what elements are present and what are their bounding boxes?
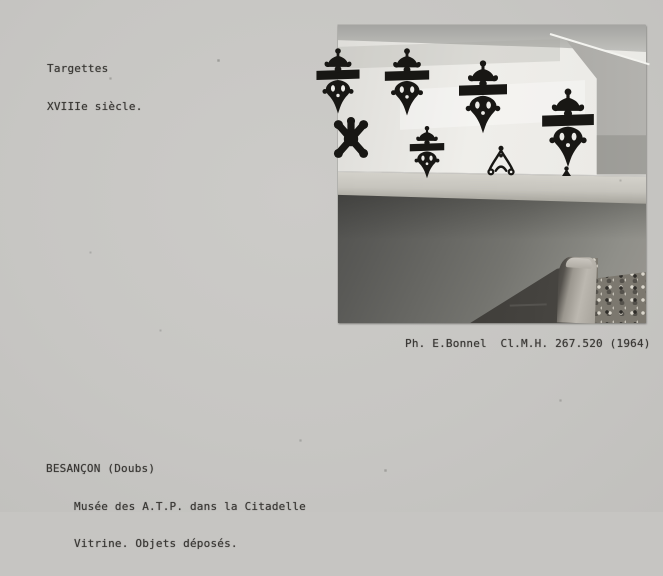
targette-partial-left bbox=[316, 47, 360, 117]
ground-box bbox=[510, 303, 548, 322]
object-period: XVIIIe siècle. bbox=[47, 99, 143, 113]
location-museum: Musée des A.T.P. dans la Citadelle bbox=[74, 499, 306, 513]
targette-tip bbox=[561, 166, 572, 176]
targette-ornate-1 bbox=[376, 47, 438, 119]
targette-ornate-3 bbox=[537, 87, 599, 171]
targette-ornate-2 bbox=[455, 59, 511, 137]
gravel-ground bbox=[590, 272, 646, 323]
location-city: BESANÇON (Doubs) bbox=[46, 462, 156, 475]
surface-shade-band bbox=[338, 39, 560, 69]
vitrine-photograph bbox=[338, 25, 646, 323]
targette-cross bbox=[326, 112, 376, 166]
photo-credit: Ph. E.Bonnel Cl.M.H. 267.520 (1964) bbox=[405, 337, 651, 350]
location-detail: Vitrine. Objets déposés. bbox=[74, 537, 238, 550]
object-title-block bbox=[47, 38, 143, 138]
targette-openwork bbox=[486, 144, 516, 178]
location-block bbox=[46, 438, 306, 576]
vitrine-leg-cap bbox=[566, 257, 593, 269]
paper-specks bbox=[0, 0, 1, 1]
targette-ornate-4 bbox=[401, 125, 453, 181]
object-title: Targettes bbox=[47, 62, 109, 75]
